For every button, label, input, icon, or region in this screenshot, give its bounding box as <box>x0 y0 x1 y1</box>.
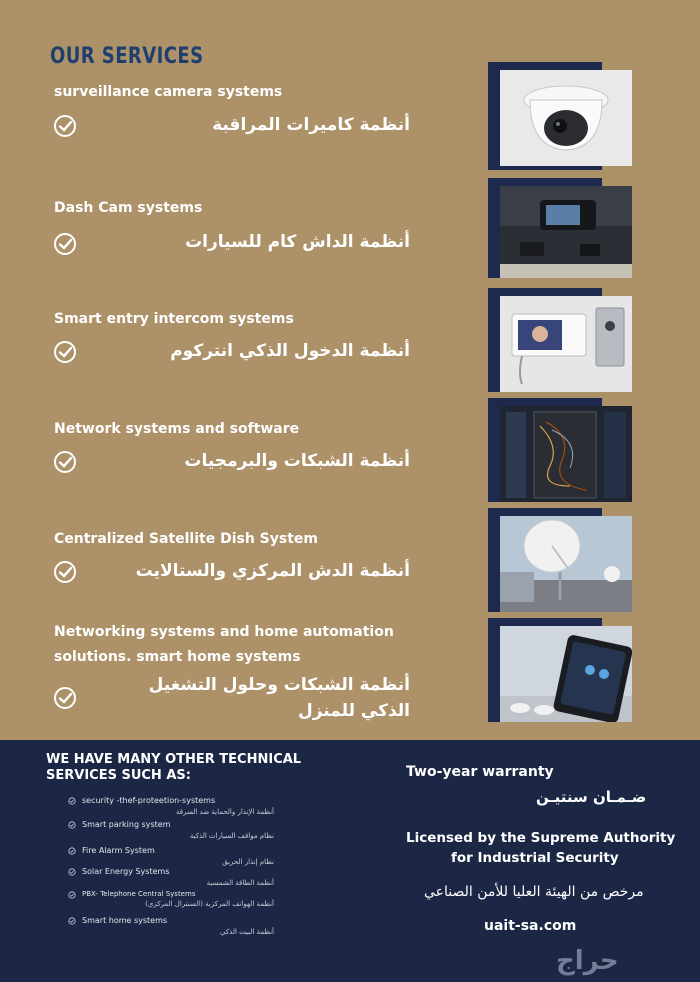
check-icon <box>68 847 76 855</box>
service-title-en: Dash Cam systems <box>54 200 203 216</box>
service-title-en-line2: solutions. smart home systems <box>54 649 301 665</box>
service-photo-smart-home <box>488 618 634 722</box>
service-title-ar: أنظمة الداش كام للسيارات <box>185 232 410 252</box>
license-en-line1: Licensed by the Supreme Authority <box>406 830 676 846</box>
service-title-ar: أنظمة كاميرات المراقبة <box>212 115 410 135</box>
list-item-ar: أنظمة الهواتف المركزية (السنترال المركزي) <box>145 900 274 908</box>
check-icon <box>53 340 77 364</box>
other-services-heading-line2: SERVICES SUCH AS: <box>46 768 191 783</box>
service-photo-intercom <box>488 288 634 392</box>
dashcam-image <box>500 186 632 278</box>
license-en-line2: for Industrial Security <box>451 850 619 866</box>
service-photo-satellite <box>488 508 634 612</box>
check-icon <box>53 114 77 138</box>
check-icon <box>53 686 77 710</box>
check-icon <box>68 917 76 925</box>
list-item-en: Solar Energy Systems <box>82 867 170 876</box>
satellite-dish-image <box>500 516 632 612</box>
check-icon <box>68 891 76 899</box>
list-item-en: PBX- Telephone Central Systems <box>82 890 196 898</box>
other-services-heading <box>46 752 301 784</box>
service-title-ar: أنظمة الدش المركزي والستالايت <box>135 561 410 581</box>
license-ar: مرخص من الهيئة العليا للأمن الصناعي <box>424 884 644 900</box>
list-item-en: security -thef-proteetion-systems <box>82 796 216 805</box>
smart-tablet-image <box>500 626 632 722</box>
check-icon <box>68 868 76 876</box>
list-item-en: Smart parking system <box>82 820 171 829</box>
check-icon <box>53 232 77 256</box>
check-icon <box>68 797 76 805</box>
server-rack-image <box>500 406 632 502</box>
service-title-ar-line1: أنظمة الشبكات وحلول التشغيل <box>148 675 410 695</box>
list-item-ar: نظام مواقف السيارات الذكية <box>189 832 274 840</box>
list-item-en: Smart home systems <box>82 916 168 925</box>
list-item-ar: أنظمة البيت الذكي <box>220 928 274 936</box>
list-item-ar: نظام إنذار الحريق <box>222 858 274 866</box>
warranty-en: Two-year warranty <box>406 764 554 780</box>
service-photo-surveillance <box>488 62 634 170</box>
service-title-en: Centralized Satellite Dish System <box>54 531 319 547</box>
check-icon <box>53 560 77 584</box>
other-services-heading-line1: WE HAVE MANY OTHER TECHNICAL <box>46 752 302 767</box>
website-link[interactable]: uait-sa.com <box>484 918 577 934</box>
page-title: OUR SERVICES <box>50 44 204 69</box>
service-title-en-line1: Networking systems and home automation <box>54 624 394 640</box>
check-icon <box>68 821 76 829</box>
warranty-ar: ضـمـان سنتيـن <box>536 788 647 806</box>
service-title-ar: أنظمة الشبكات والبرمجيات <box>184 451 410 471</box>
intercom-image <box>500 296 632 392</box>
camera-image <box>500 70 632 166</box>
list-item-ar: أنظمة الإنذار والحماية ضد السرقة <box>176 808 274 816</box>
list-item-en: Fire Alarm System <box>82 846 155 855</box>
service-title-en: Smart entry intercom systems <box>54 311 294 327</box>
check-icon <box>53 450 77 474</box>
service-title-en: Network systems and software <box>54 421 300 437</box>
watermark-logo: حراج <box>556 946 619 976</box>
service-title-en: surveillance camera systems <box>54 84 283 100</box>
service-title-ar: أنظمة الدخول الذكي انتركوم <box>170 341 410 361</box>
service-photo-dashcam <box>488 178 634 278</box>
service-title-ar-line2: الذكي للمنزل <box>297 701 410 721</box>
service-photo-network <box>488 398 634 502</box>
list-item-ar: أنظمة الطاقة الشمسية <box>206 879 274 887</box>
